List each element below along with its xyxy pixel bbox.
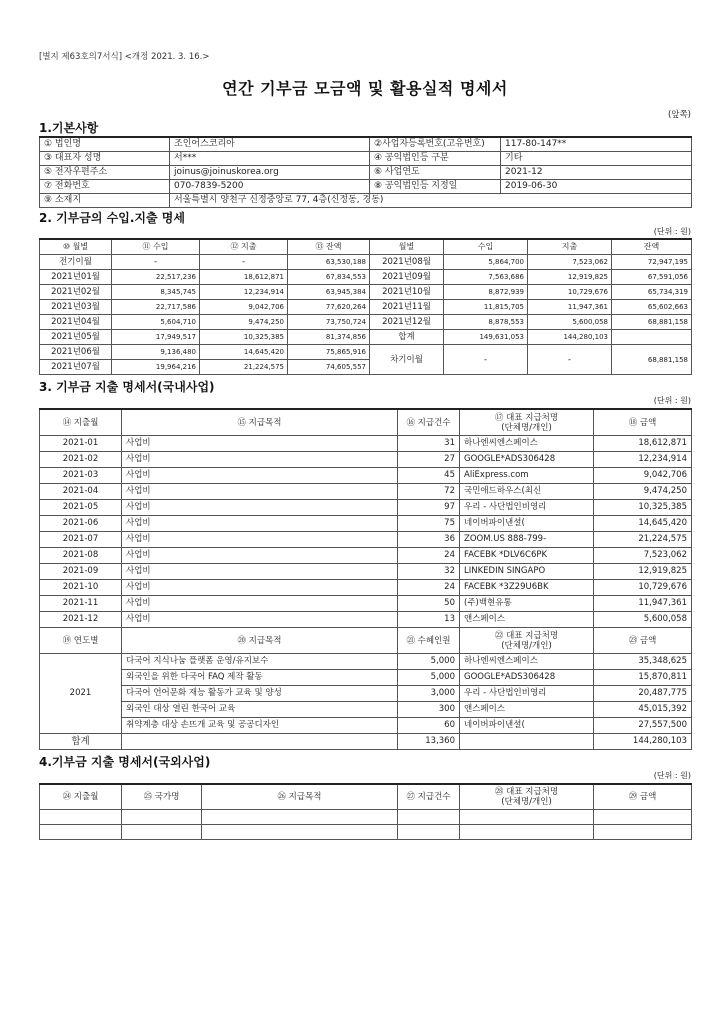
table-row [40,564,692,580]
table-cell: 24 [398,580,460,596]
income-expense-table [39,238,692,375]
table-cell: 2019-06-30 [501,180,692,194]
table-cell: FACEBK *DLV6C6PK [460,548,594,564]
table-header-cell: 지출 [528,239,612,255]
table-header-cell: ⑬ 잔액 [288,239,370,255]
table-cell: 10,729,676 [528,285,612,300]
table-cell: 11,815,705 [444,300,528,315]
table-cell: 2021년01월 [40,270,112,285]
table-cell: 2021년08월 [370,255,444,270]
table-cell: 72 [398,484,460,500]
table-row [40,516,692,532]
table-row [40,548,692,564]
table-cell: 취약계층 대상 손뜨개 교육 및 공공디자인 [122,718,398,734]
document-title: 연간 기부금 모금액 및 활용실적 명세서 [222,79,508,98]
table-header-cell: ⑪ 수입 [112,239,200,255]
table-cell: 19,964,216 [112,360,200,375]
table-cell: 5,000 [398,654,460,670]
table-cell: 2021년02월 [40,285,112,300]
table-cell: 하나엔씨엔스페이스 [460,654,594,670]
table-cell: 60 [398,718,460,734]
table-row [40,180,692,194]
table-cell: ⑧ 공익법인등 지정일 [370,180,501,194]
table-cell: 2021-07 [40,532,122,548]
table-row [40,330,692,345]
table-cell: 8,878,553 [444,315,528,330]
table-header-cell: ⑯ 지급건수 [398,409,460,436]
table-cell: 합계 [370,330,444,345]
table-row [40,137,692,152]
table-cell: 67,834,553 [288,270,370,285]
header-line: (단체명/개인) [501,797,552,807]
header-line: ⑰ 대표 지급처명 [494,413,559,423]
table-cell: 2021-06 [40,516,122,532]
table-row [40,285,692,300]
table-cell: 5,000 [398,670,460,686]
table-cell: AliExpress.com [460,468,594,484]
table-cell: 63,945,384 [288,285,370,300]
table-cell: 2021-02 [40,452,122,468]
table-cell [122,734,398,750]
table-header-cell: ㉕ 국가명 [122,784,202,810]
table-cell: 81,374,856 [288,330,370,345]
income-unit: (단위 : 원) [653,227,691,236]
table-row [40,612,692,628]
table-cell [122,810,202,825]
table-cell: 2021-05 [40,500,122,516]
table-cell: 2021-12 [40,612,122,628]
table-cell: 네이버파이낸셜( [460,516,594,532]
table-cell: (주)백현유통 [460,596,594,612]
table-header-cell: ㉖ 지급목적 [202,784,398,810]
table-cell: 63,530,188 [288,255,370,270]
domestic-expense-table [39,408,692,750]
table-row [40,686,692,702]
table-cell: 9,042,706 [594,468,692,484]
table-cell: 2021년09월 [370,270,444,285]
table-cell: 9,474,250 [594,484,692,500]
table-header-cell: ⑩ 월별 [40,239,112,255]
table-cell: - [528,345,612,375]
header-line: ㉒ 대표 지급처명 [494,631,559,641]
table-row [40,436,692,452]
table-row [40,166,692,180]
table-cell: 사업비 [122,564,398,580]
table-cell: 12,234,914 [594,452,692,468]
table-cell: 149,631,053 [444,330,528,345]
table-cell: 8,872,939 [444,285,528,300]
table-cell: 5,864,700 [444,255,528,270]
table-cell: 18,612,871 [594,436,692,452]
table-cell: 우리 - 사단법인비영리 [460,500,594,516]
table-row [40,580,692,596]
table-cell: 5,600,058 [528,315,612,330]
table-cell: 36 [398,532,460,548]
table-cell: 7,523,062 [528,255,612,270]
table-header-cell [460,409,594,436]
table-header-cell: ㉑ 수혜인원 [398,628,460,654]
table-row [40,152,692,166]
table-cell: 2021-08 [40,548,122,564]
table-cell: 8,345,745 [112,285,200,300]
table-cell [202,810,398,825]
table-cell: FACEBK *3Z29U6BK [460,580,594,596]
table-cell: ① 법인명 [40,137,170,152]
table-cell [460,734,594,750]
table-cell: 73,750,724 [288,315,370,330]
table-header-cell: ㉔ 지출월 [40,784,122,810]
table-cell: 사업비 [122,500,398,516]
table-cell: 10,729,676 [594,580,692,596]
domestic-unit: (단위 : 원) [653,396,691,405]
table-cell: 2021년06월 [40,345,112,360]
table-cell: 97 [398,500,460,516]
table-cell: 2021년10월 [370,285,444,300]
table-cell: 27 [398,452,460,468]
table-cell: 앤스페이스 [460,702,594,718]
table-cell: 사업비 [122,468,398,484]
form-reference: [별지 제63호의7서식] <개정 2021. 3. 16.> [39,52,210,62]
section-foreign-title: 4.기부금 지출 명세서(국외사업) [39,755,211,769]
table-cell: 75,865,916 [288,345,370,360]
table-row [40,810,692,825]
table-cell: 2021-12 [501,166,692,180]
table-cell: 14,645,420 [594,516,692,532]
table-cell: ⑥ 사업연도 [370,166,501,180]
table-header-cell: ㉗ 지급건수 [398,784,460,810]
table-cell: 27,557,500 [594,718,692,734]
table-row [40,654,692,670]
table-cell: 사업비 [122,516,398,532]
table-cell [40,825,122,840]
table-cell [202,825,398,840]
table-cell: ⑨ 소재지 [40,194,170,208]
table-cell: 9,042,706 [200,300,288,315]
table-cell: 9,136,480 [112,345,200,360]
table-cell: - [444,345,528,375]
table-cell: 국민애드하우스(최신 [460,484,594,500]
table-cell: 45 [398,468,460,484]
front-side-label: (앞쪽) [667,110,691,120]
table-cell: 13 [398,612,460,628]
table-cell: 합계 [40,734,122,750]
header-line: ㉘ 대표 지급처명 [494,787,559,797]
table-cell: 조인어스코리아 [170,137,370,152]
table-cell: 35,348,625 [594,654,692,670]
table-row [40,468,692,484]
table-header-cell [460,784,594,810]
table-row [40,670,692,686]
table-cell: 5,604,710 [112,315,200,330]
table-cell [40,810,122,825]
table-cell: 사업비 [122,532,398,548]
foreign-expense-table [39,783,692,840]
table-cell: 300 [398,702,460,718]
section-domestic-title: 3. 기부금 지출 명세서(국내사업) [39,380,215,394]
table-header-cell: ㉓ 금액 [594,628,692,654]
table-cell: 67,591,056 [612,270,692,285]
table-cell: 12,234,914 [200,285,288,300]
table-header-cell: ⑳ 지급목적 [122,628,398,654]
table-cell: 다국어 언어문화 재능 활동가 교육 및 양성 [122,686,398,702]
table-row [40,532,692,548]
table-cell [612,330,692,345]
table-cell: 17,949,517 [112,330,200,345]
table-row [40,702,692,718]
table-cell [594,825,692,840]
table-cell: 다국어 지식나눔 플랫폼 운영/유지보수 [122,654,398,670]
table-cell: 32 [398,564,460,580]
table-cell: GOOGLE*ADS306428 [460,452,594,468]
table-row [40,628,692,654]
table-cell: 10,325,385 [594,500,692,516]
table-header-cell: ⑲ 연도별 [40,628,122,654]
table-cell: 20,487,775 [594,686,692,702]
table-cell: 12,919,825 [528,270,612,285]
table-cell: 5,600,058 [594,612,692,628]
table-cell: 2021년07월 [40,360,112,375]
table-cell: 12,919,825 [594,564,692,580]
table-cell: 11,947,361 [594,596,692,612]
table-cell: 11,947,361 [528,300,612,315]
total-row [40,734,692,750]
table-header-cell [460,628,594,654]
table-cell: 앤스페이스 [460,612,594,628]
table-header-cell: ⑱ 금액 [594,409,692,436]
table-cell: 31 [398,436,460,452]
table-cell: 2021년03월 [40,300,112,315]
table-cell [122,825,202,840]
table-cell: 2021-09 [40,564,122,580]
table-cell: 13,360 [398,734,460,750]
table-row [40,500,692,516]
table-cell: 사업비 [122,452,398,468]
table-row [40,345,692,360]
table-cell: 144,280,103 [528,330,612,345]
table-cell [460,825,594,840]
table-cell: 서*** [170,152,370,166]
table-cell [398,810,460,825]
table-cell: 2021 [40,654,122,734]
table-cell: 68,881,158 [612,315,692,330]
table-row [40,300,692,315]
basic-info-table [39,136,692,208]
table-row [40,409,692,436]
table-cell: 2021년11월 [370,300,444,315]
table-header-cell: 수입 [444,239,528,255]
table-cell: 070-7839-5200 [170,180,370,194]
table-row [40,255,692,270]
table-cell: 사업비 [122,484,398,500]
table-cell: 2021-04 [40,484,122,500]
table-cell: 24 [398,548,460,564]
table-cell: 2021-11 [40,596,122,612]
section-basic-title: 1.기본사항 [39,121,99,135]
table-cell: 2021년04월 [40,315,112,330]
table-cell: 기타 [501,152,692,166]
table-cell: 차기이월 [370,345,444,375]
table-cell: 2021-01 [40,436,122,452]
table-cell: 22,717,586 [112,300,200,315]
table-cell: 외국인을 위한 다국어 FAQ 제작 활동 [122,670,398,686]
table-header-cell: 월별 [370,239,444,255]
table-cell: 65,602,663 [612,300,692,315]
table-cell [398,825,460,840]
table-header-cell: ⑭ 지출월 [40,409,122,436]
table-header-cell: ⑮ 지급목적 [122,409,398,436]
table-cell: 10,325,385 [200,330,288,345]
table-cell: 3,000 [398,686,460,702]
table-cell: - [112,255,200,270]
table-row [40,718,692,734]
table-header-cell: ⑫ 지출 [200,239,288,255]
table-cell: 144,280,103 [594,734,692,750]
table-cell: 7,563,686 [444,270,528,285]
table-cell: 전기이월 [40,255,112,270]
table-header-cell: 잔액 [612,239,692,255]
table-cell: ⑦ 전화번호 [40,180,170,194]
table-cell: 우리 - 사단법인비영리 [460,686,594,702]
table-cell: 68,881,158 [612,345,692,375]
table-row [40,315,692,330]
table-cell: 2021년12월 [370,315,444,330]
table-cell: 77,620,264 [288,300,370,315]
table-cell: 45,015,392 [594,702,692,718]
table-cell: GOOGLE*ADS306428 [460,670,594,686]
table-cell: 외국인 대상 열린 한국어 교육 [122,702,398,718]
table-cell: 서울특별시 양천구 신정중앙로 77, 4층(신정동, 경동) [170,194,692,208]
table-cell: 72,947,195 [612,255,692,270]
table-cell: 21,224,575 [200,360,288,375]
table-cell [460,810,594,825]
table-row [40,194,692,208]
table-cell: 18,612,871 [200,270,288,285]
table-cell: 75 [398,516,460,532]
table-cell: 사업비 [122,548,398,564]
table-cell [594,810,692,825]
table-cell: 15,870,811 [594,670,692,686]
table-row [40,484,692,500]
document-page [39,50,691,840]
table-cell: joinus@joinuskorea.org [170,166,370,180]
table-cell: LINKEDIN SINGAPO [460,564,594,580]
table-row [40,784,692,810]
section-income-title: 2. 기부금의 수입.지출 명세 [39,211,185,225]
table-cell: 22,517,236 [112,270,200,285]
table-cell: ③ 대표자 성명 [40,152,170,166]
table-cell: 21,224,575 [594,532,692,548]
table-cell: 네이버파이낸셜( [460,718,594,734]
table-cell: 50 [398,596,460,612]
table-cell: 2021-03 [40,468,122,484]
table-cell: 2021-10 [40,580,122,596]
table-cell: 사업비 [122,612,398,628]
table-cell: - [200,255,288,270]
table-cell: 사업비 [122,580,398,596]
table-cell: 14,645,420 [200,345,288,360]
table-cell: 2021년05월 [40,330,112,345]
header-line: (단체명/개인) [501,423,552,433]
table-row [40,452,692,468]
table-cell: ⑤ 전자우편주소 [40,166,170,180]
header-line: (단체명/개인) [501,641,552,651]
table-cell: 65,734,319 [612,285,692,300]
table-header-cell: ㉙ 금액 [594,784,692,810]
table-cell: 7,523,062 [594,548,692,564]
table-row [40,270,692,285]
table-cell: 사업비 [122,596,398,612]
table-cell: 74,605,557 [288,360,370,375]
table-cell: ZOOM.US 888-799- [460,532,594,548]
table-cell: 117-80-147** [501,137,692,152]
table-cell: 하나엔씨엔스페이스 [460,436,594,452]
table-cell: 사업비 [122,436,398,452]
foreign-unit: (단위 : 원) [653,771,691,780]
table-row [40,596,692,612]
table-row [40,825,692,840]
table-cell: ②사업자등록번호(고유번호) [370,137,501,152]
table-cell: ④ 공익법인등 구분 [370,152,501,166]
table-cell: 9,474,250 [200,315,288,330]
